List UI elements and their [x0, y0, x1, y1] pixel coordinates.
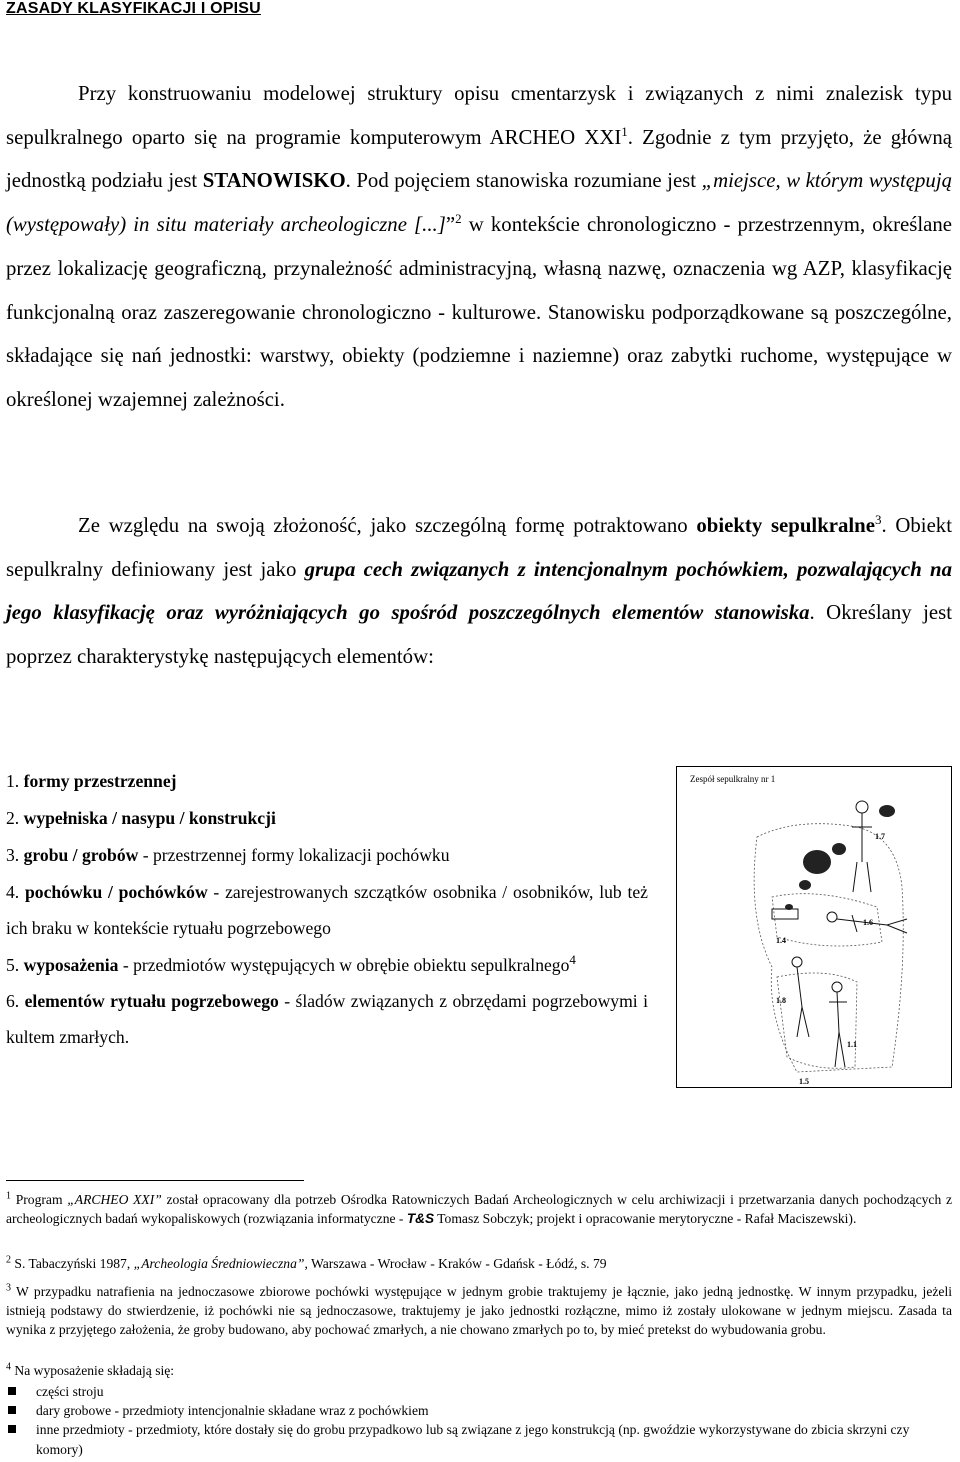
- bullet-square-icon: [8, 1425, 16, 1433]
- quote-close: ”: [445, 213, 456, 237]
- burial-label: 1.8: [776, 996, 786, 1005]
- list-item: 5. wyposażenia - przedmiotów występujących w obrębie obiektu sepulkralnego$^4$: [6, 951, 576, 975]
- footnote-ref-4[interactable]: 4: [569, 951, 576, 967]
- list-item: 4. pochówku / pochówków - zarejestrowanych szczątków osobnika / osobników, lub też ich braku w kontekście rytuału pogrzebowego: [6, 882, 648, 939]
- term-stanowisko: STANOWISKO: [202, 169, 346, 193]
- footnote-separator: [6, 1180, 304, 1181]
- text-run: w kontekście chronologiczno - przestrzennym, określane przez lokalizację geograficzną, przynależność administracyjną, własną nazwę, oznaczenia wg AZP, klasyfikację funkcjonalną oraz zaszeregowanie chronologiczno - kulturowe. Stanowisku podporządkowane są poszczególne, składające się nań jednostki: warstwy, obiekty (podziemne i naziemne) oraz zabytki ruchome, występujące w określonej wzajemnej zależności.: [6, 213, 952, 411]
- text-run: Ze względu na swoją złożoność, jako szczególną formę potraktowano: [78, 514, 697, 537]
- definition-emphasis: grupa cech związanych z intencjonalnym pochówkiem, pozwalających na jego klasyfikację oraz wyróżniających go spośród poszczególnych elementów stanowiska: [6, 557, 952, 624]
- list-item: 3. grobu / grobów - przestrzennej formy lokalizacji pochówku: [6, 845, 450, 865]
- footnote-ref-1[interactable]: 1: [621, 123, 628, 139]
- paragraph-stanowisko: [6, 72, 952, 422]
- list-item: 1. formy przestrzennej: [6, 771, 177, 791]
- section-heading: ZASADY KLASYFIKACJI I OPISU: [6, 0, 261, 17]
- list-item: inne przedmioty - przedmioty, które dostały się do grobu przypadkowo lub są związane z jego konstrukcją (np. gwoździe wykorzystywane do zbicia skrzyni czy komory): [6, 1420, 952, 1458]
- text-run: . Określany jest poprzez charakterystykę następujących elementów:: [6, 601, 952, 668]
- bullet-square-icon: [8, 1387, 16, 1395]
- list-item: dary grobowe - przedmioty intencjonalnie składane wraz z pochówkiem: [6, 1401, 952, 1420]
- footnote-3: $^3$ W przypadku natrafienia na jednoczasowe zbiorowe pochówki występujące w jednym grobie traktujemy je łącznie, jako jedną jednostkę. W innym przypadku, jeżeli istnieją podstawy do stwierdzenie, iż pochówki nie są jednoczasowe, traktujemy je jako jednostki rozłączne, mimo iż zostały ulokowane w jednym miejscu. Zasada ta wynika z przyjętego założenia, że groby budowano, aby pochować zmarłych, a nie chowano zmarłych po to, by mieć pretekst do wybudowania grobu.: [6, 1282, 952, 1338]
- text-run: . Obiekt sepulkralny definiowany jest jako: [6, 514, 952, 581]
- element-list: [6, 763, 648, 1055]
- list-item: 6. elementów rytuału pogrzebowego - śladów związanych z obrzędami pogrzebowymi i kultem zmarłych.: [6, 990, 648, 1048]
- bullet-square-icon: [8, 1406, 16, 1414]
- text-run: . Zgodnie z tym przyjęto, że główną jednostką podziału jest: [6, 125, 952, 193]
- quote-definition: „miejsce, w którym występują (występowały) in situ materiały archeologiczne [...]: [6, 169, 953, 237]
- footnote-1: $^1$ Program „ARCHEO XXI” został opracowany dla potrzeb Ośrodka Ratowniczych Badań Archeologicznych w celu archiwizacji i przetwarzania danych pochodzących z archeologicznych badań wykopaliskowych (rozwiązania informatyczne - T&S Tomasz Sobczyk; projekt i opracowanie merytoryczne - Rafał Maciszewski).: [6, 1190, 952, 1227]
- footnote-ref-3[interactable]: 3: [874, 512, 882, 528]
- figure-caption: Zespół sepulkralny nr 1: [690, 774, 776, 784]
- text-run: Przy konstruowaniu modelowej struktury opisu cmentarzysk i związanych z nimi znalezisk typu sepulkralnego oparto się na programie komputerowym ARCHEO XXI: [6, 82, 952, 149]
- term-obiekty-sepulkralne: obiekty sepulkralne: [696, 514, 875, 537]
- list-item: 2. wypełniska / nasypu / konstrukcji: [6, 808, 276, 828]
- list-item: części stroju: [6, 1382, 952, 1401]
- equipment-list: [6, 1382, 952, 1459]
- text-run: . Pod pojęciem stanowiska rozumiane jest: [345, 169, 702, 193]
- burial-plan-figure: [676, 766, 952, 1088]
- burial-label: 1.4: [776, 936, 786, 945]
- burial-plan-drawing: [677, 767, 953, 1089]
- footnote-ref-2[interactable]: 2: [455, 211, 462, 227]
- ts-logo: T&S: [406, 1211, 435, 1227]
- paragraph-obiekty: [6, 504, 952, 678]
- burial-label: 1.6: [863, 918, 873, 927]
- footnote-4: $^4$ Na wyposażenie składają się:: [6, 1361, 175, 1378]
- burial-label: 1.1: [847, 1040, 857, 1049]
- footnote-2: $^2$ S. Tabaczyński 1987, „Archeologia Średniowieczna”, Warszawa - Wrocław - Kraków - Gdańsk - Łódź, s. 79: [6, 1254, 607, 1271]
- burial-label: 1.7: [875, 832, 885, 841]
- burial-label: 1.5: [799, 1077, 809, 1086]
